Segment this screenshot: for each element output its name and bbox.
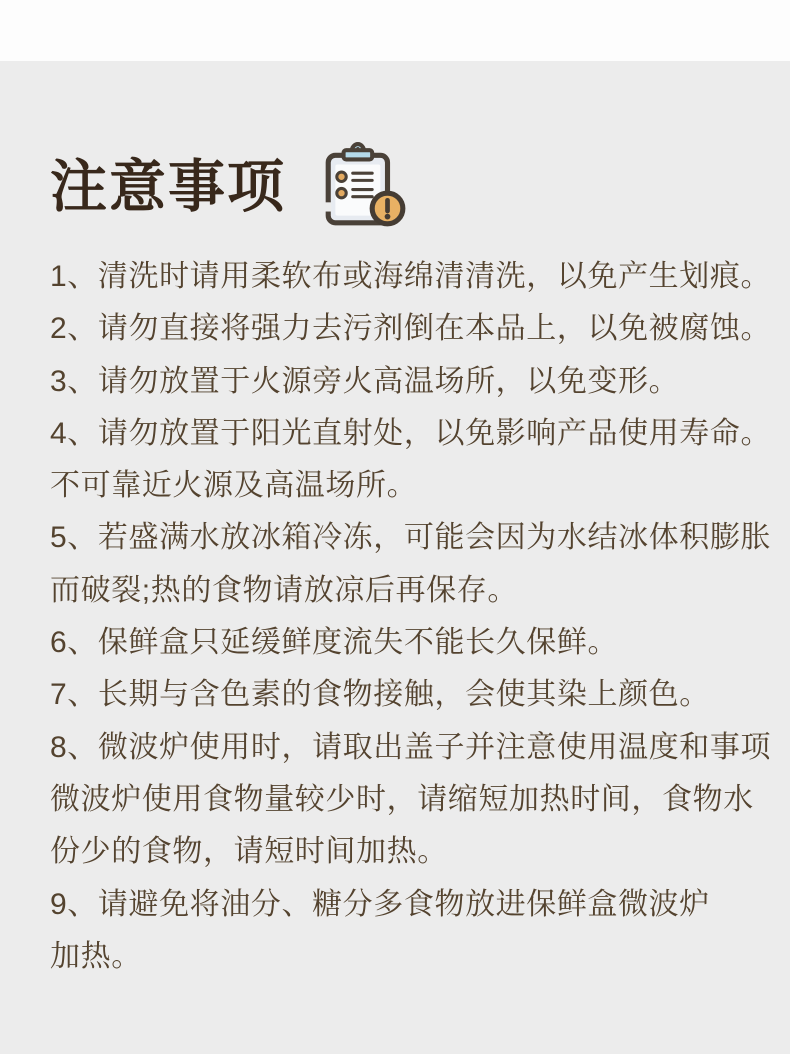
notes-list: [50, 251, 772, 983]
top-white-band: [0, 0, 790, 61]
note-line: 份少的食物，请短时间加热。: [50, 835, 448, 869]
note-item-6: [50, 617, 748, 669]
note-item-9: [50, 879, 748, 984]
note-line: 4、请勿放置于阳光直射处，以免影响产品使用寿命。: [50, 416, 772, 450]
note-item-3: [50, 356, 748, 408]
clipboard-alert-icon: [318, 141, 410, 233]
note-line: 3、请勿放置于火源旁火高温场所，以免变形。: [50, 364, 680, 398]
note-item-8: [50, 722, 772, 879]
page-title: 注意事项: [50, 155, 286, 219]
note-line: 1、清洗时请用柔软布或海绵清清洗，以免产生划痕。: [50, 260, 772, 293]
note-line: 微波炉使用食物量较少时，请缩短加热时间，食物水: [50, 782, 754, 816]
note-line: 9、请避免将油分、糖分多食物放进保鲜盒微波炉: [50, 887, 710, 921]
note-line: 8、微波炉使用时，请取出盖子并注意使用温度和事项: [50, 730, 772, 764]
note-line: 而破裂;热的食物请放凉后再保存。: [50, 573, 518, 607]
precautions-section: [0, 141, 790, 983]
note-item-2: [50, 303, 772, 355]
note-item-1: [50, 251, 772, 303]
note-item-4: [50, 408, 772, 513]
note-line: 2、请勿直接将强力去污剂倒在本品上，以免被腐蚀。: [50, 312, 772, 346]
section-header: [50, 141, 748, 233]
note-line: 6、保鲜盒只延缓鲜度流失不能长久保鲜。: [50, 626, 619, 660]
note-line: 7、长期与含色素的食物接触，会使其染上颜色。: [50, 678, 710, 712]
note-line: 不可靠近火源及高温场所。: [50, 469, 418, 503]
note-item-7: [50, 669, 748, 721]
note-line: 5、若盛满水放冰箱冷冻，可能会因为水结冰体积膨胀: [50, 521, 772, 555]
note-item-5: [50, 512, 772, 617]
note-line: 加热。: [50, 939, 142, 973]
